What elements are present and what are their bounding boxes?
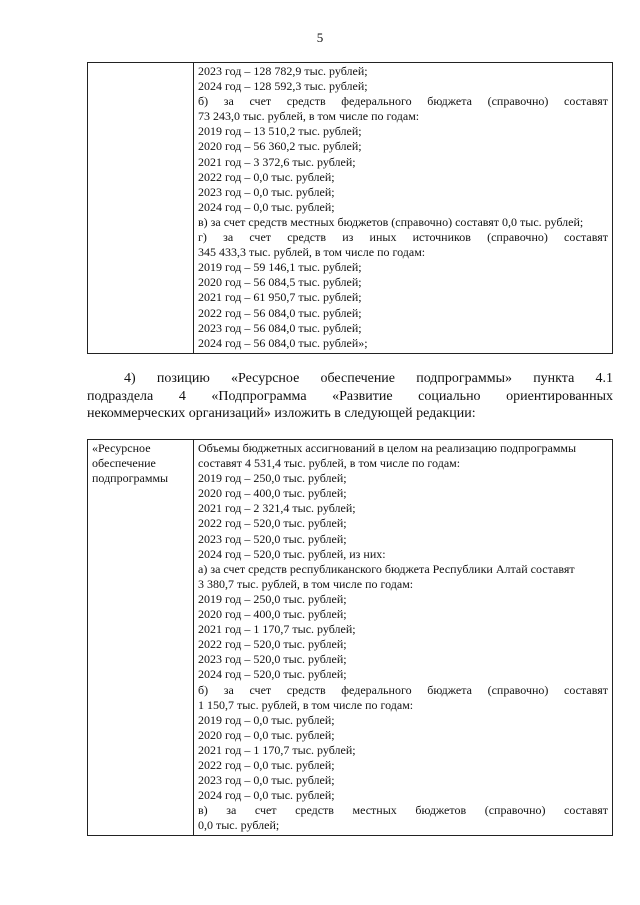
table-line: 2020 год – 56 084,5 тыс. рублей; [198,275,362,290]
table-line: 2022 год – 0,0 тыс. рублей; [198,757,335,772]
table-line: 2022 год – 520,0 тыс. рублей; [198,637,347,652]
table-line: 0,0 тыс. рублей; [198,818,280,833]
table-right-cell [194,440,613,836]
paragraph-line: некоммерческих организаций» изложить в следующей редакции: [87,406,476,421]
table-line: 2021 год – 1 170,7 тыс. рублей; [198,742,356,757]
table-line: 2021 год – 61 950,7 тыс. рублей; [198,290,362,305]
table-left-line: подпрограммы [92,471,169,486]
page-number: 5 [316,30,324,45]
table-line: в) за счет средств местных бюджетов (справочно) составят [198,803,608,818]
table-left-line: обеспечение [92,456,156,471]
table-line: составят 4 531,4 тыс. рублей, в том числе по годам: [198,456,461,471]
table-line: 2024 год – 520,0 тыс. рублей; [198,667,347,682]
table-line: 2024 год – 0,0 тыс. рублей; [198,788,335,803]
table-line: 2022 год – 0,0 тыс. рублей; [198,169,335,184]
table-line: 2023 год – 0,0 тыс. рублей; [198,184,335,199]
table-row [88,63,613,354]
table-line: 2020 год – 0,0 тыс. рублей; [198,727,335,742]
table-line: б) за счет средств федерального бюджета (справочно) составят [198,94,608,109]
table-line: 1 150,7 тыс. рублей, в том числе по годам: [198,697,414,712]
resource-table [87,439,613,836]
table-line: 2022 год – 520,0 тыс. рублей; [198,516,347,531]
table-line: 2019 год – 59 146,1 тыс. рублей; [198,260,362,275]
amendment-paragraph [87,370,613,423]
table-line: 2023 год – 520,0 тыс. рублей; [198,652,347,667]
table-line: г) за счет средств из иных источников (справочно) составят [198,230,608,245]
table-line: 2020 год – 56 360,2 тыс. рублей; [198,139,362,154]
table-line: 73 243,0 тыс. рублей, в том числе по годам: [198,109,420,124]
table-line: а) за счет средств республиканского бюджета Республики Алтай составят [198,561,575,576]
table-line: 2024 год – 56 084,0 тыс. рублей»; [198,335,368,350]
table-line: 2020 год – 400,0 тыс. рублей; [198,607,347,622]
table-line: 2024 год – 0,0 тыс. рублей; [198,199,335,214]
paragraph-line: 4) позицию «Ресурсное обеспечение подпрограммы» пункта 4.1 [124,371,613,386]
table-left-cell [88,440,194,836]
table-line: 2021 год – 2 321,4 тыс. рублей; [198,501,356,516]
table-line: 2021 год – 3 372,6 тыс. рублей; [198,154,356,169]
table-line: 2019 год – 250,0 тыс. рублей; [198,591,347,606]
table-right-cell [194,63,613,354]
paragraph-line: подраздела 4 «Подпрограмма «Развитие социально ориентированных [87,388,613,404]
table-line: б) за счет средств федерального бюджета (справочно) составят [198,682,608,697]
table-line: 345 433,3 тыс. рублей, в том числе по годам: [198,245,426,260]
table-line: 2019 год – 250,0 тыс. рублей; [198,471,347,486]
table-line: 2023 год – 128 782,9 тыс. рублей; [198,64,368,78]
table-line: 2021 год – 1 170,7 тыс. рублей; [198,622,356,637]
table-line: 3 380,7 тыс. рублей, в том числе по годам: [198,576,414,591]
table-line: 2019 год – 0,0 тыс. рублей; [198,712,335,727]
table-line: 2020 год – 400,0 тыс. рублей; [198,486,347,501]
table-left-line: «Ресурсное [92,441,151,455]
table-left-cell [88,63,194,354]
table-line: 2023 год – 56 084,0 тыс. рублей; [198,320,362,335]
table-row [88,440,613,836]
table-line: 2024 год – 128 592,3 тыс. рублей; [198,79,368,94]
table-line: Объемы бюджетных ассигнований в целом на реализацию подпрограммы [198,441,577,455]
table-line: 2019 год – 13 510,2 тыс. рублей; [198,124,362,139]
table-line: в) за счет средств местных бюджетов (справочно) составят 0,0 тыс. рублей; [198,214,584,229]
resource-table-continued [87,62,613,354]
table-line: 2023 год – 0,0 тыс. рублей; [198,773,335,788]
table-line: 2022 год – 56 084,0 тыс. рублей; [198,305,362,320]
table-line: 2023 год – 520,0 тыс. рублей; [198,531,347,546]
table-line: 2024 год – 520,0 тыс. рублей, из них: [198,546,386,561]
